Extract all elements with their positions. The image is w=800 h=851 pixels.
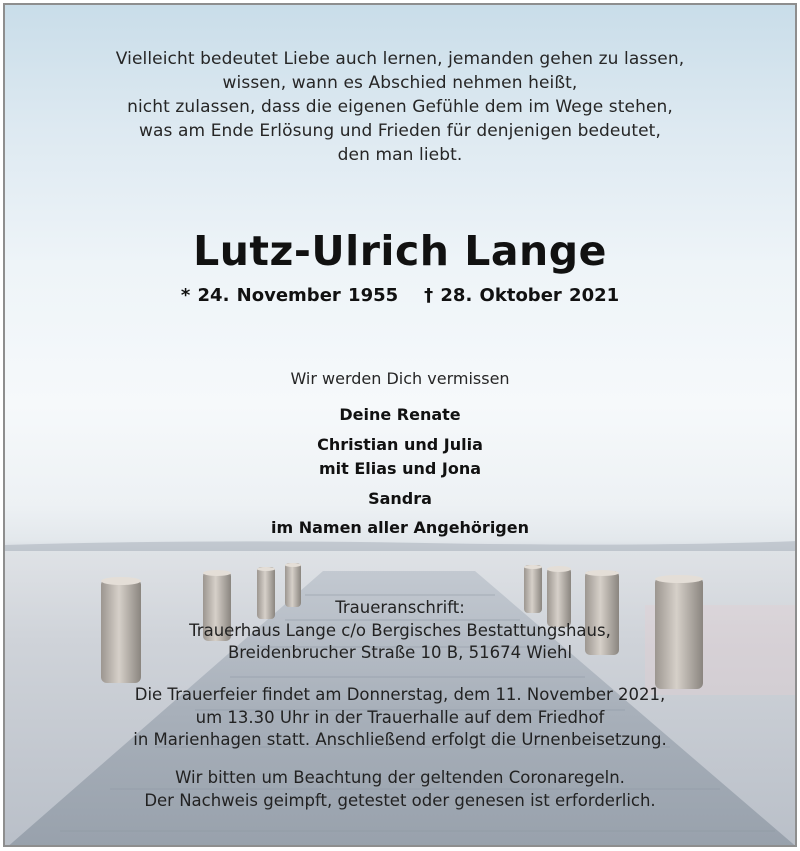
address-line: Trauerhaus Lange c/o Bergisches Bestattungshaus, xyxy=(189,620,611,640)
poem-line: wissen, wann es Abschied nehmen heißt, xyxy=(222,73,578,93)
notice-line: Der Nachweis geimpft, getestet oder genesen ist erforderlich. xyxy=(144,790,656,810)
ceremony-line: um 13.30 Uhr in der Trauerhalle auf dem Friedhof xyxy=(195,707,605,727)
mourner-christian-julia: Christian und Julia xyxy=(317,435,483,454)
obituary-card xyxy=(3,3,797,847)
mourner-relatives: im Namen aller Angehörigen xyxy=(270,518,529,537)
mourner-sandra: Sandra xyxy=(368,489,432,508)
birth-date: * 24. November 1955 xyxy=(180,285,399,306)
mourner-grandchildren: mit Elias und Jona xyxy=(318,459,482,478)
mourners-intro: Wir werden Dich vermissen xyxy=(290,369,510,388)
poem-line: was am Ende Erlösung und Frieden für denjenigen bedeutet, xyxy=(139,121,661,141)
mourning-address xyxy=(5,597,795,665)
poem-line: Vielleicht bedeutet Liebe auch lernen, jemanden gehen zu lassen, xyxy=(115,49,685,69)
deceased-name: Lutz-Ulrich Lange xyxy=(193,227,607,275)
memorial-poem xyxy=(5,47,795,167)
address-line: Breidenbrucher Straße 10 B, 51674 Wiehl xyxy=(227,643,573,662)
corona-notice xyxy=(5,767,795,812)
life-dates xyxy=(5,285,795,306)
poem-line: nicht zulassen, dass die eigenen Gefühle dem im Wege stehen, xyxy=(127,97,673,117)
address-line: Traueranschrift: xyxy=(335,598,465,617)
funeral-ceremony-info xyxy=(5,684,795,752)
notice-line: Wir bitten um Beachtung der geltenden Coronaregeln. xyxy=(175,768,625,787)
death-date: † 28. Oktober 2021 xyxy=(424,285,620,306)
poem-line: den man liebt. xyxy=(337,145,463,165)
mourner-renate: Deine Renate xyxy=(339,405,461,424)
ceremony-line: Die Trauerfeier findet am Donnerstag, dem 11. November 2021, xyxy=(134,685,666,704)
ceremony-line: in Marienhagen statt. Anschließend erfolgt die Urnenbeisetzung. xyxy=(133,730,667,749)
